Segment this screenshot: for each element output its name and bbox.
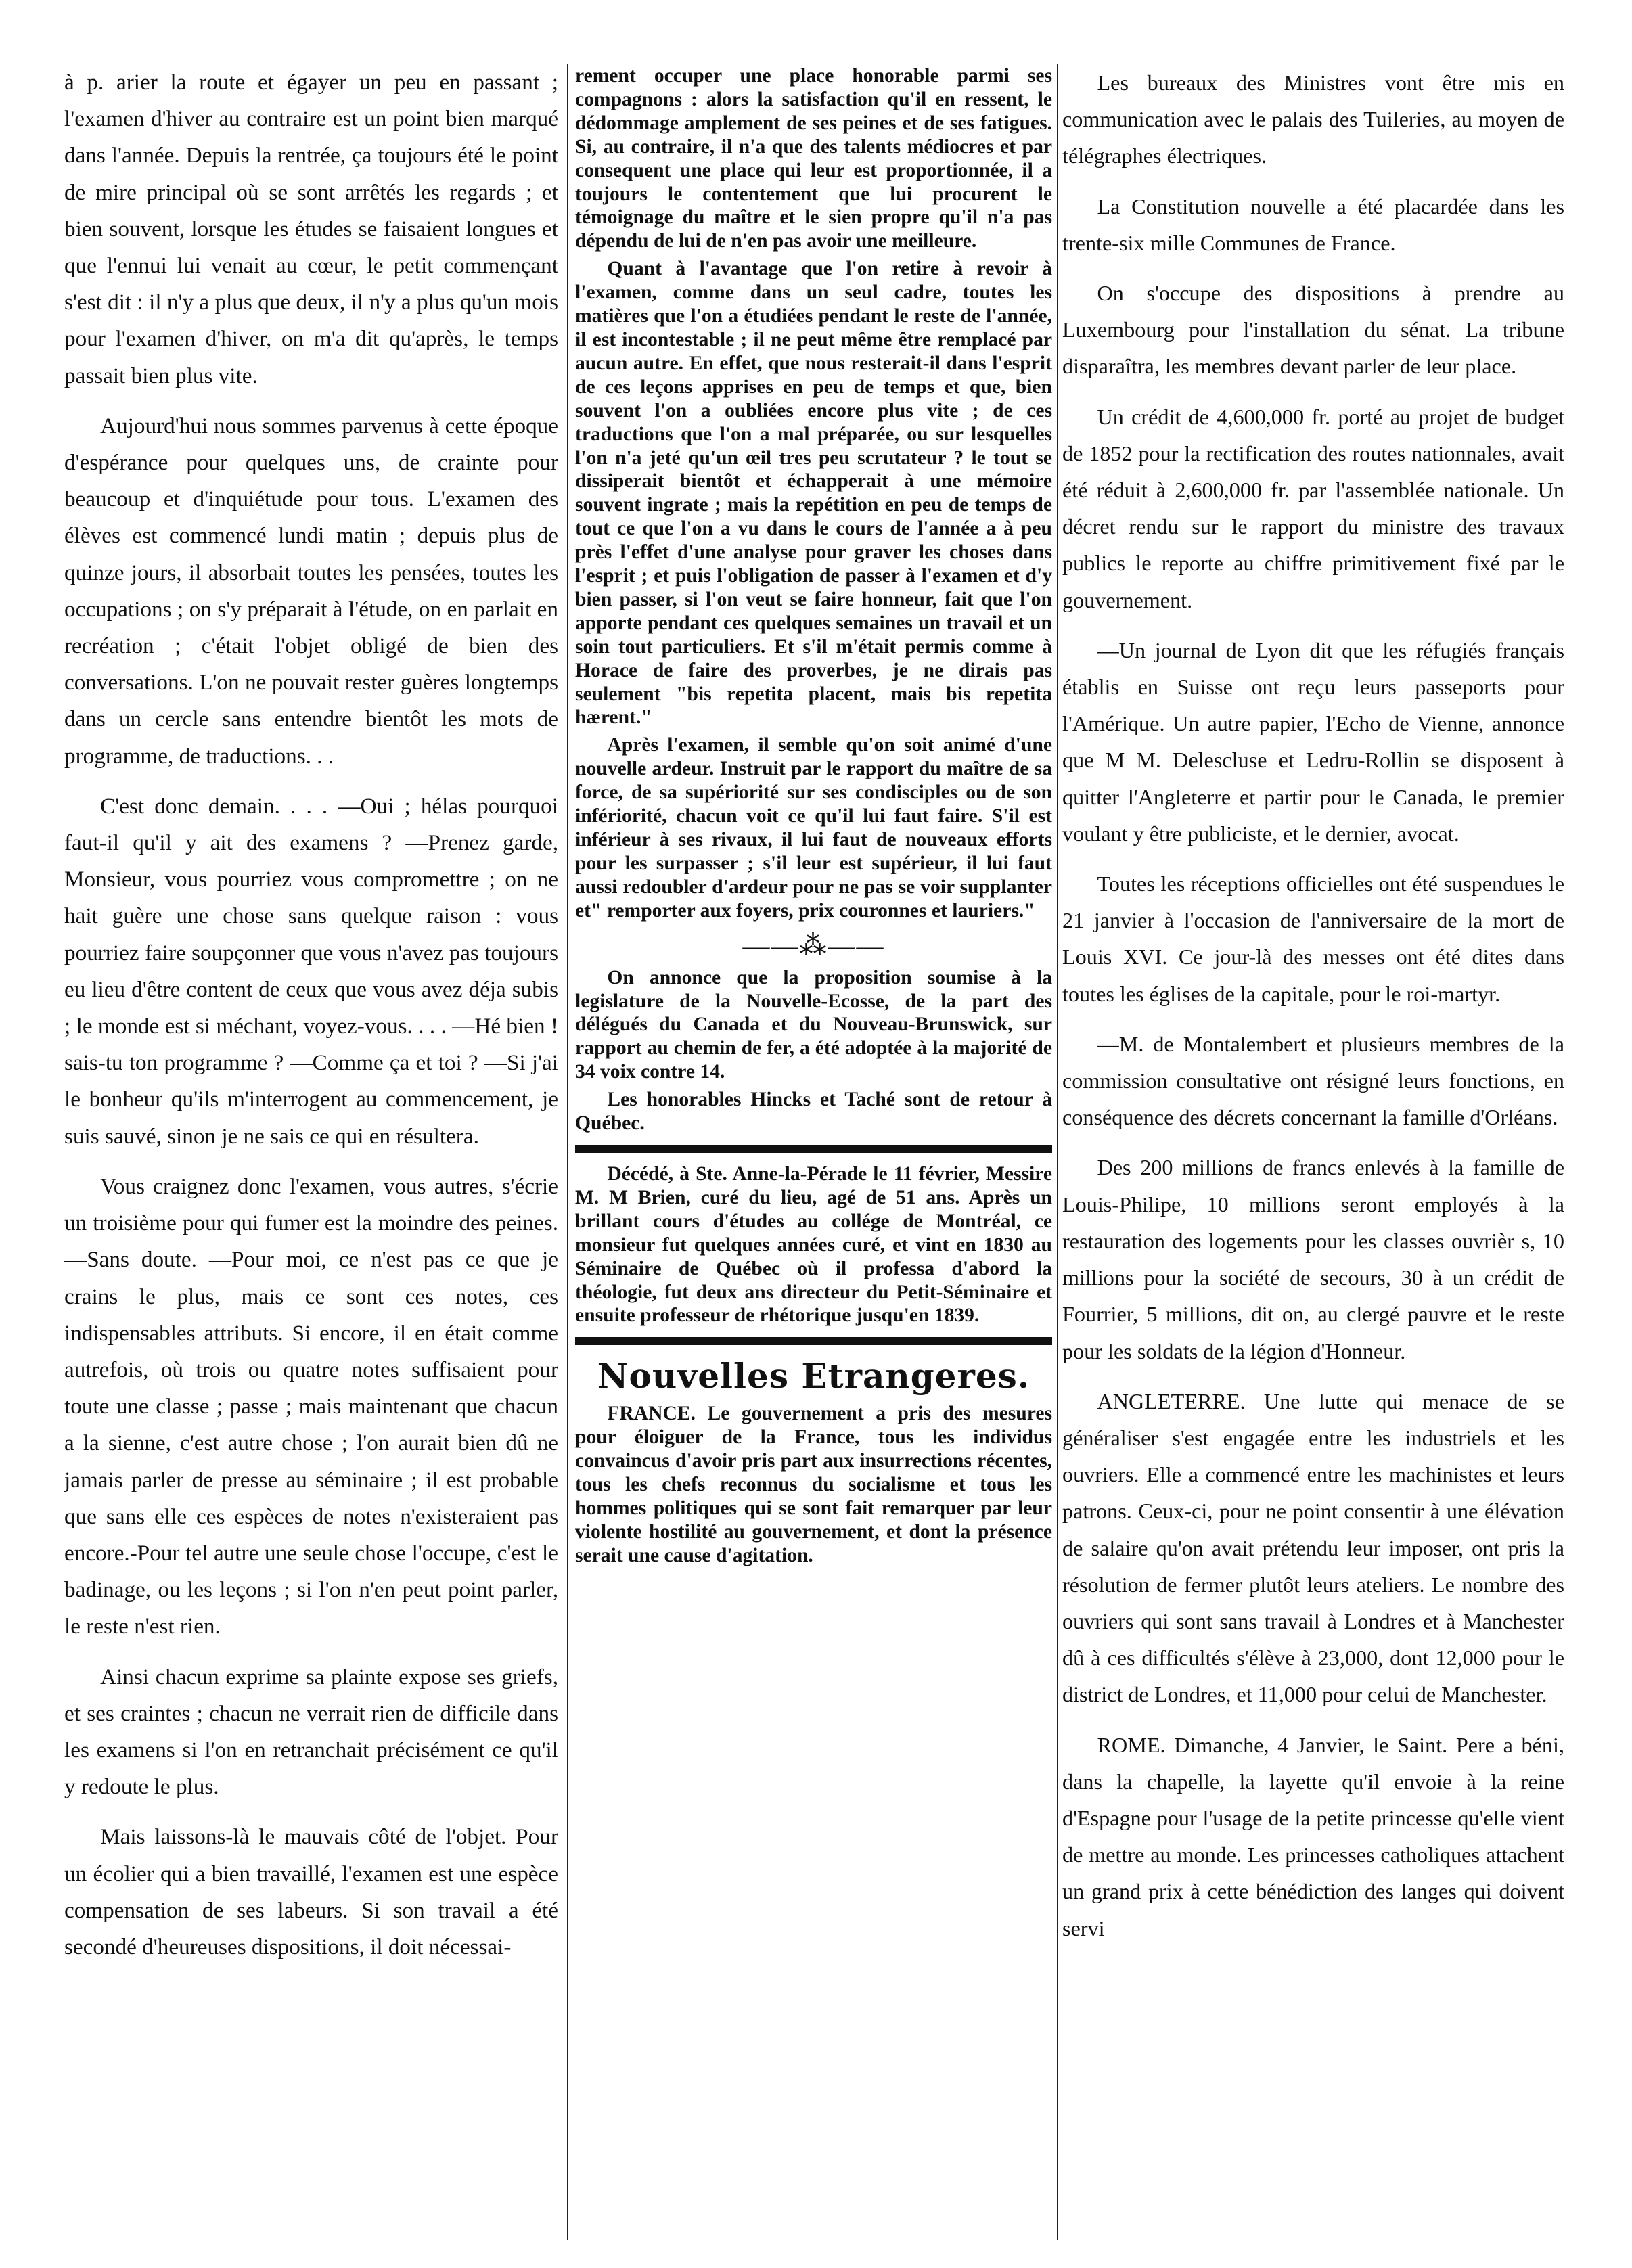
article-paragraph: Vous craignez donc l'examen, vous autres, s'écrie un troisième pour qui fumer est la moindre des peines. —Sans doute. —Pour moi, ce n'est pas ce que je crains le plus, mais ce sont ces notes, ces indispensables attributs. Si encore, il en était comme autrefois, où trois ou quatre notes suffisaient pour toute une classe ; passe ; mais maintenant que chacun a la sienne, c'est autre chose ; l'on aurait bien dû ne jamais parler de presse au séminaire ; il est probable que sans elle ces espèces de notes n'existeraient pas encore.-Pour tel autre une seule chose l'occupe, c'est le badinage, ou les leçons ; si l'on n'en peut point parler, le reste n'est rien. (64, 1173, 558, 1639)
dateline-label: ROME. (1097, 1732, 1166, 1757)
news-item-france (575, 1402, 1052, 1567)
news-item: On s'occupe des dispositions à prendre au Luxembourg pour l'installation du sénat. La tribune disparaîtra, les membres devant parler de leur place. (1062, 281, 1564, 379)
news-item-angleterre (1062, 1383, 1564, 1713)
news-item: Un crédit de 4,600,000 fr. porté au projet de budget de 1852 pour la rectification des routes nationnales, avait été réduit à 2,600,000 fr. par l'assemblée nationale. Un décret rendu sur le rapport du ministre des travaux publics le reporte au chiffre primitivement fixé par le gouvernement. (1062, 404, 1564, 612)
news-item: Toutes les réceptions officielles ont été suspendues le 21 janvier à l'occasion de l'anniversaire de la mort de Louis XVI. Ce jour-là des messes ont été dites dans toutes les églises de la capitale, pour le roi-martyr. (1062, 871, 1564, 1006)
column-rule (1057, 64, 1058, 2240)
news-text: Le gouvernement a pris des mesures pour éloiguer de la France, tous les individus convaincus d'avoir pris part aux insurrections récentes, tous les chefs reconnus du socialisme et tous les hommes politiques qui se sont fait remarquer par leur violente hostilité au gouvernement, et dont la présence serait une cause d'agitation. (575, 1403, 1052, 1566)
article-paragraph: Quant à l'avantage que l'on retire à revoir à l'examen, comme dans un seul cadre, toutes les matières que l'on a étudiées pendant le reste de l'année, il est incontestable ; il ne peut même être remplacé par aucun autre. En effet, que nous resterait-il dans l'esprit de ces leçons apprises en peu de temps et que, bien souvent l'on a oubliées encore plus vite ; de ces traductions que l'on a mal préparée, ou sur lesquelles l'on n'a jeté qu'un œil tres peu scrutateur ? le tout se dissiperait bientôt et échapperait à une mémoire souvent ingrate ; mais la repétition en peu de temps de tout ce que l'on a vu dans le cours de l'année a à peu près l'effet d'une analyse pour graver les choses dans l'esprit ; et puis l'obligation de passer à l'examen et d'y bien passer, si l'on veut se faire honneur, fait que l'on apporte pendant ces quelques semaines un travail et un soin tout particuliers. Et s'il m'était permis comme à Horace de faire des proverbes, je ne dirais pas seulement "bis repetita placent, mais bis repetita hærent." (575, 258, 1052, 729)
article-paragraph: Ainsi chacun exprime sa plainte expose ses griefs, et ses craintes ; chacun ne verrait rien de difficile dans les examens si l'on en retranchait précisément ce qu'il y redoute le plus. (64, 1664, 558, 1800)
column-rule (567, 64, 568, 2240)
column-middle (575, 64, 1052, 2240)
dateline-label: ANGLETERRE. (1097, 1388, 1246, 1413)
news-text: Dimanche, 4 Janvier, le Saint. Pere a béni, dans la chapelle, la layette qu'il envoie à la reine d'Espagne pour l'usage de la petite princesse qu'elle vient de mettre au monde. Les princesses catholiques attachent un grand prix à cette bénédiction des langes qui doivent servi (1062, 1732, 1564, 1941)
article-paragraph: Mais laissons-là le mauvais côté de l'objet. Pour un écolier qui a bien travaillé, l'examen est une espèce compensation de ses labeurs. Si son travail a été secondé d'heureuses dispositions, il doit nécessai- (64, 1824, 558, 1959)
column-left (64, 64, 558, 2240)
news-item: Les bureaux des Ministres vont être mis en communication avec le palais des Tuileries, au moyen de télégraphes électriques. (1062, 70, 1564, 168)
section-heading: Nouvelles Etrangeres. (597, 1356, 1030, 1397)
ornament-divider: ——⁂—— (742, 930, 885, 961)
article-paragraph: Après l'examen, il semble qu'on soit animé d'une nouvelle ardeur. Instruit par le rapport du maître de sa force, de sa supériorité sur ses condisciples ou de son infériorité, chacun voit ce qu'il lui faut faire. S'il est inférieur à ses rivaux, il lui faut de nouveaux efforts pour les surpasser ; s'il leur est supérieur, il lui faut aussi redoubler d'ardeur pour ne pas se voir supplanter et" remporter aux foyers, prix couronnes et lauriers." (575, 734, 1052, 922)
article-paragraph: Aujourd'hui nous sommes parvenus à cette époque d'espérance pour quelques uns, de crainte pour beaucoup et d'inquiétude pour tous. L'examen des élèves est commencé lundi matin ; depuis plus de quinze jours, il absorbait toutes les pensées, toutes les occupations ; on s'y préparait à l'étude, on en parlait en recréation ; c'était l'objet obligé de bien des conversations. L'on ne pouvait rester guères longtemps dans un cercle sans entendre bientôt les mots de programme, de traductions. . . (64, 413, 558, 769)
article-paragraph: à p. arier la route et égayer un peu en passant ; l'examen d'hiver au contraire est un point bien marqué dans l'année. Depuis la rentrée, ça toujours été le point de mire principal où se sont arrêtés les regards ; et bien souvent, lorsque les études se faisaient longues et que l'ennui lui venait au cœur, le petit commençant s'est dit : il n'y a plus que deux, il n'y a plus qu'un mois pour l'examen d'hiver, on m'a dit qu'après, le temps passait bien plus vite. (64, 70, 558, 388)
thick-divider (575, 1337, 1052, 1345)
article-paragraph: C'est donc demain. . . . —Oui ; hélas pourquoi faut-il qu'il y ait des examens ? —Prenez garde, Monsieur, vous pourriez vous compromettre ; on ne hait guère une chose sans quelque raison : vous pourriez faire soupçonner que vous n'avez pas toujours eu lieu d'être content de ceux que vous avez déja subis ; le monde est si méchant, voyez-vous. . . . —Hé bien ! sais-tu ton programme ? —Comme ça et toi ? —Si j'ai le bonheur qu'ils m'interrogent au commencement, je suis sauvé, sinon je ne sais ce qui en résultera. (64, 793, 558, 1149)
news-item: Des 200 millions de francs enlevés à la famille de Louis-Philipe, 10 millions seront employés à la restauration des logements pour les classes ouvrièr s, 10 millions pour la société de secours, 30 à un crédit de Fourrier, 5 millions, dit on, au clergé pauvre et le reste pour les soldats de la légion d'Honneur. (1062, 1155, 1564, 1363)
news-item: On annonce que la proposition soumise à la legislature de la Nouvelle-Ecosse, de la part des délégués du Canada et du Nouveau-Brunswick, sur rapport au chemin de fer, a été adoptée à la majorité de 34 voix contre 14. (575, 966, 1052, 1083)
column-right (1062, 64, 1564, 2240)
news-item: —Un journal de Lyon dit que les réfugiés français établis en Suisse ont reçu leurs passeports pour l'Amérique. Un autre papier, l'Echo de Vienne, annonce que M M. Delescluse et Ledru-Rollin se disposent à quitter l'Angleterre et partir pour le Canada, le premier voulant y être publiciste, et le dernier, avocat. (1062, 637, 1564, 846)
dateline-label: FRANCE. (607, 1403, 696, 1425)
obituary-notice: Décédé, à Ste. Anne-la-Pérade le 11 février, Messire M. M Brien, curé du lieu, agé de 51 ans. Après un brillant cours d'études au collége de Montréal, ce monsieur fut quelques années curé, et vint en 1830 au Séminaire de Québec où il professa d'abord la théologie, fut deux ans directeur du Petit-Séminaire et ensuite professeur de rhétorique jusqu'en 1839. (575, 1162, 1052, 1327)
news-item: La Constitution nouvelle a été placardée dans les trente-six mille Communes de France. (1062, 194, 1564, 255)
news-item-rome (1062, 1727, 1564, 1947)
news-item: —M. de Montalembert et plusieurs membres de la commission consultative ont résigné leurs fonctions, en conséquence des décrets concernant la famille d'Orléans. (1062, 1031, 1564, 1130)
thick-divider (575, 1145, 1052, 1153)
article-paragraph: rement occuper une place honorable parmi ses compagnons : alors la satisfaction qu'il en ressent, le dédommage amplement de ses peines et de ses fatigues. Si, au contraire, il n'a que des talents médiocres et par consequent une place qui leur est proportionnée, il a toujours le contentement que lui procurent le témoignage du maître et le sien propre qu'il n'a pas dépendu de lui de n'en pas avoir une meilleure. (575, 65, 1052, 252)
news-text: Une lutte qui menace de se généraliser s'est engagée entre les industriels et les ouvriers. Elle a commencé entre les machinistes et leurs patrons. Ceux-ci, pour ne point consentir à une élévation de salaire qu'on avait prétendu leur imposer, ont pris la résolution de fermer plutôt leurs ateliers. Le nombre des ouvriers qui sont sans travail à Londres et à Manchester dû à ces difficultés s'élève à 23,000, dont 12,000 pour le district de Londres, et 11,000 pour celui de Manchester. (1062, 1388, 1564, 1707)
news-item: Les honorables Hincks et Taché sont de retour à Québec. (575, 1089, 1052, 1135)
